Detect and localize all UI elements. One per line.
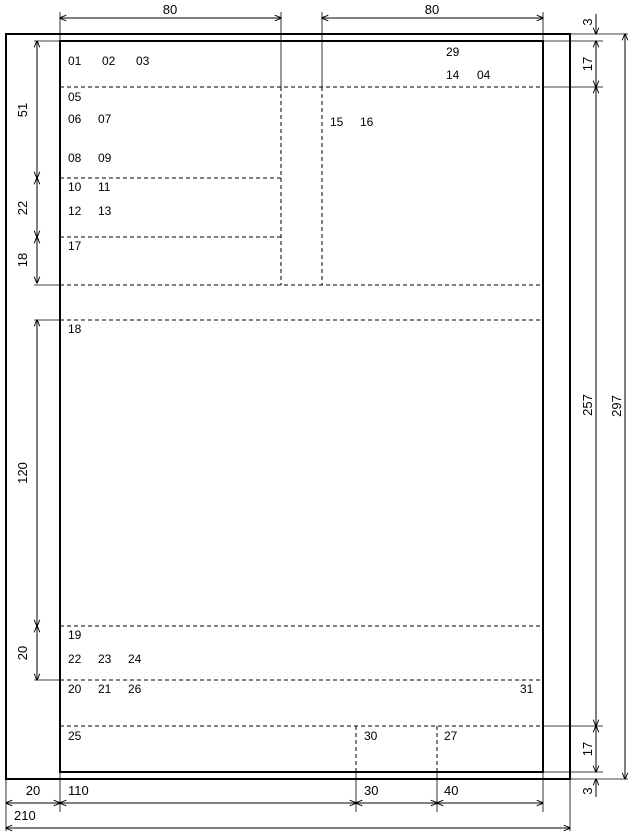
field-code-31: 31 xyxy=(520,682,534,696)
field-code-25: 25 xyxy=(68,729,82,743)
dim-left-22: 22 xyxy=(15,200,30,216)
dim-top-right-80: 80 xyxy=(424,2,440,17)
field-code-04: 04 xyxy=(477,68,491,82)
field-code-labels xyxy=(68,45,534,743)
field-code-09: 09 xyxy=(98,151,112,165)
field-code-05: 05 xyxy=(68,90,82,104)
field-code-18: 18 xyxy=(68,322,82,336)
dim-right-17-top: 17 xyxy=(580,56,595,72)
extension-lines xyxy=(6,12,628,831)
dim-top-left-80: 80 xyxy=(162,2,178,17)
field-code-02: 02 xyxy=(102,54,116,68)
dim-right-297: 297 xyxy=(609,395,624,417)
dim-bottom-40: 40 xyxy=(444,783,459,798)
dim-left-20: 20 xyxy=(15,645,30,661)
field-code-08: 08 xyxy=(68,151,82,165)
sheet-outline xyxy=(6,34,570,779)
field-code-03: 03 xyxy=(136,54,150,68)
field-code-10: 10 xyxy=(68,180,82,194)
dim-bottom-110: 110 xyxy=(68,783,89,798)
field-separators xyxy=(60,87,543,772)
dim-right-17-bottom: 17 xyxy=(580,741,595,757)
field-code-13: 13 xyxy=(98,204,112,218)
field-code-30: 30 xyxy=(364,729,378,743)
dim-bottom-210: 210 xyxy=(14,808,36,823)
field-code-29: 29 xyxy=(446,45,460,59)
field-code-22: 22 xyxy=(68,652,82,666)
field-code-06: 06 xyxy=(68,112,82,126)
field-code-11: 11 xyxy=(98,180,111,194)
dim-right-257: 257 xyxy=(580,394,595,416)
dimension-arrows xyxy=(6,14,625,828)
dim-left-120: 120 xyxy=(15,462,30,484)
field-code-20: 20 xyxy=(68,682,82,696)
dim-bottom-30: 30 xyxy=(364,783,379,798)
field-code-07: 07 xyxy=(98,112,112,126)
field-code-12: 12 xyxy=(68,204,82,218)
field-code-16: 16 xyxy=(360,115,374,129)
dim-right-3-bottom: 3 xyxy=(580,787,595,795)
dim-bottom-20: 20 xyxy=(25,783,41,798)
field-code-01: 01 xyxy=(68,54,82,68)
field-code-21: 21 xyxy=(98,682,112,696)
field-code-24: 24 xyxy=(128,652,142,666)
field-code-19: 19 xyxy=(68,628,82,642)
field-code-15: 15 xyxy=(330,115,344,129)
field-code-14: 14 xyxy=(446,68,460,82)
field-code-27: 27 xyxy=(444,729,458,743)
dim-left-18: 18 xyxy=(15,252,30,268)
field-code-17: 17 xyxy=(68,239,82,253)
field-code-26: 26 xyxy=(128,682,142,696)
dim-left-51: 51 xyxy=(15,102,30,118)
field-code-23: 23 xyxy=(98,652,112,666)
dim-right-3-top: 3 xyxy=(580,18,595,26)
